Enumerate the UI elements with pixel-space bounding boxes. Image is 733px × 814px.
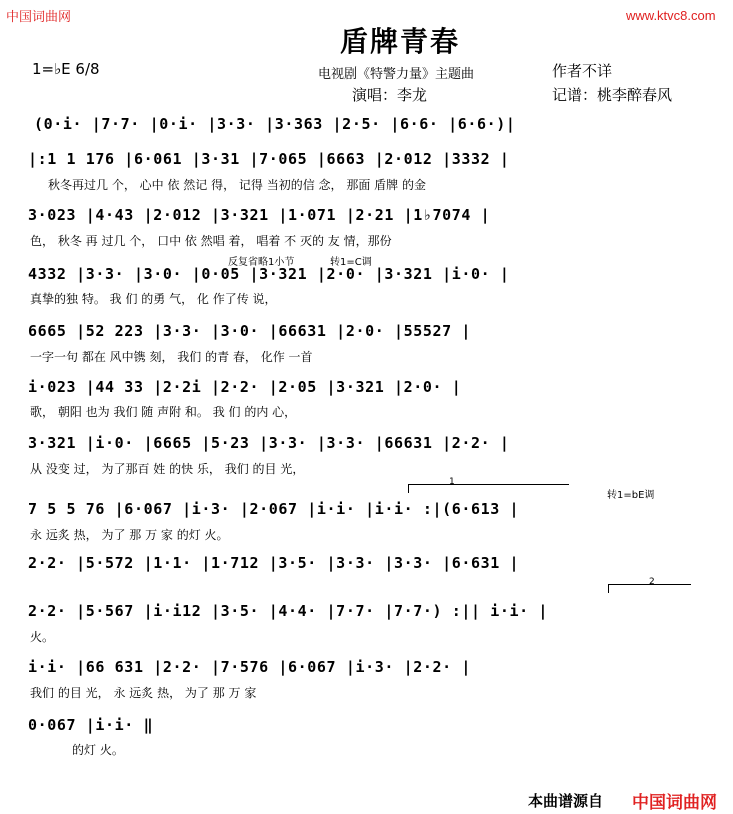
- score-row-8-lyric: 永 远炙 热， 为了 那 万 家 的灯 火。: [30, 528, 229, 542]
- repeat-note: 反复省略1小节: [228, 257, 295, 268]
- watermark-top-right: www.ktvc8.com: [626, 8, 716, 23]
- score-row-5-notes: 6665 |52 223 |3·3· |3·0· |66631 |2·0· |55527 |: [28, 322, 472, 340]
- score-row-6-lyric: 歌， 朝阳 也为 我们 随 声附 和。 我 们 的内 心，: [30, 405, 297, 419]
- score-row-9-notes: 2·2· |5·572 |1·1· |1·712 |3·5· |3·3· |3·3· |6·631 |: [28, 554, 520, 572]
- score-row-12-lyric: 的灯 火。: [72, 743, 124, 757]
- watermark-top-left: 中国词曲网: [6, 9, 72, 24]
- score-row-6-notes: i·023 |44 33 |2·2i |2·2· |2·05 |3·321 |2·0· |: [28, 378, 462, 396]
- key-signature: 1=♭E 6/8: [32, 60, 100, 78]
- footer-source-label: 本曲谱源自: [528, 792, 604, 810]
- score-row-10-lyric: 火。: [30, 630, 55, 644]
- score-row-7-lyric: 从 没变 过， 为了那百 姓 的快 乐， 我们 的目 光，: [30, 462, 305, 476]
- score-row-2-notes: |:1 1 176 |6·061 |3·31 |7·065 |6663 |2·012 |3332 |: [28, 150, 510, 168]
- singer: 演唱：李龙: [352, 86, 428, 104]
- score-row-1-notes: (0·i· |7·7· |0·i· |3·3· |3·363 |2·5· |6·6· |6·6·)|: [34, 115, 516, 133]
- score-row-4-lyric: 真挚的独 特。 我 们 的勇 气， 化 作了传 说，: [30, 292, 277, 306]
- score-row-11-lyric: 我们 的目 光， 永 远炙 热， 为了 那 万 家: [30, 686, 257, 700]
- transcriber: 记谱：桃李醉春风: [552, 86, 673, 104]
- score-row-3-notes: 3·023 |4·43 |2·012 |3·321 |1·071 |2·21 |1♭7074 |: [28, 206, 491, 224]
- modulate-be-note: 转1=bE调: [607, 490, 655, 501]
- footer-source-name: 中国词曲网: [632, 793, 717, 813]
- score-row-10-notes: 2·2· |5·567 |i·i12 |3·5· |4·4· |7·7· |7·7·) :|| i·i· |: [28, 602, 549, 620]
- modulate-c-note: 转1=C调: [330, 257, 372, 268]
- score-row-3-lyric: 色， 秋冬 再 过几 个， 口中 依 然唱 着， 唱着 不 灭的 友 情，那份: [30, 234, 392, 248]
- song-author: 作者不详: [552, 62, 613, 80]
- score-row-12-notes: 0·067 |i·i· ‖: [28, 716, 154, 734]
- score-row-5-lyric: 一字一句 都在 风中镌 刻， 我们 的青 春， 化作 一首: [30, 350, 313, 364]
- score-row-7-notes: 3·321 |i·0· |6665 |5·23 |3·3· |3·3· |66631 |2·2· |: [28, 434, 510, 452]
- second-ending-bracket: 2: [608, 584, 691, 593]
- score-row-2-lyric: 秋冬再过几 个， 心中 依 然记 得， 记得 当初的信 念， 那面 盾牌 的金: [48, 178, 426, 192]
- song-subtitle: 电视剧《特警力量》主题曲: [318, 67, 475, 82]
- song-title: 盾牌青春: [340, 25, 461, 58]
- first-ending-bracket: 1: [408, 484, 569, 493]
- score-row-4-notes: 4332 |3·3· |3·0· |0·05 |3·321 |2·0· |3·321 |i·0· |: [28, 265, 510, 283]
- score-row-11-notes: i·i· |66 631 |2·2· |7·576 |6·067 |i·3· |2·2· |: [28, 658, 472, 676]
- score-row-8-notes: 7 5 5 76 |6·067 |i·3· |2·067 |i·i· |i·i· :|(6·613 |: [28, 500, 520, 518]
